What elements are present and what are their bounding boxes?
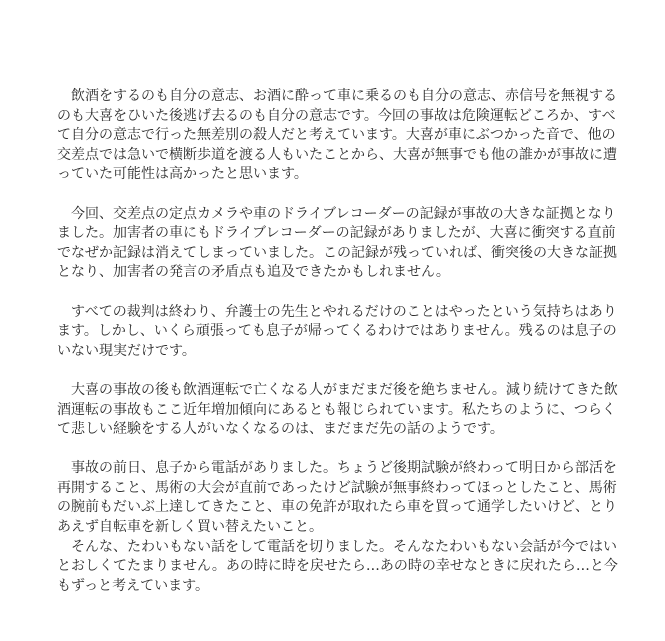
document-body bbox=[57, 87, 617, 596]
text-line: 飲酒をするのも自分の意志、お酒に酔って車に乗るのも自分の意志、赤信号を無視する bbox=[57, 88, 617, 104]
text-line: となり、加害者の発言の矛盾点も追及できたかもしれません。 bbox=[57, 264, 450, 281]
text-line: そんな、たわいもない話をして電話を切りました。そんなたわいもない会話が今ではい bbox=[57, 538, 617, 555]
text-line: て自分の意志で行った無差別の殺人だと考えています。大喜が車にぶつかった音で、他の bbox=[57, 127, 616, 144]
paragraph-drunk-driving-trend bbox=[57, 381, 617, 440]
text-line: 酒運転の事故もここ近年増加傾向にあるとも報じられています。私たちのように、つらく bbox=[57, 401, 616, 418]
text-line: でなぜか記録は消えてしまっていました。この記録が残っていれば、衝突後の大きな証拠 bbox=[57, 244, 617, 261]
paragraph-ending-reflection bbox=[57, 538, 617, 597]
text-line: っていた可能性は高かったと思います。 bbox=[57, 166, 308, 183]
text-line: 事故の前日、息子から電話がありました。ちょうど後期試験が終わって明日から部活を bbox=[57, 460, 617, 477]
text-line: ました。加害者の車にもドライブレコーダーの記録がありましたが、大喜に衝突する直前 bbox=[57, 225, 616, 242]
paragraph-drunk-driving-intent bbox=[57, 87, 617, 185]
paragraph-trials-ended bbox=[57, 303, 617, 362]
text-line: いない現実だけです。 bbox=[57, 342, 196, 359]
text-line: 大喜の事故の後も飲酒運転で亡くなる人がまだまだ後を絶ちません。減り続けてきた飲 bbox=[57, 381, 618, 398]
text-line: あえず自転車を新しく買い替えたいこと。 bbox=[57, 519, 323, 536]
text-line: 交差点では急いで横断歩道を渡る人もいたことから、大喜が無事でも他の誰かが事故に遭 bbox=[57, 146, 617, 163]
paragraph-drive-recorder-evidence bbox=[57, 205, 617, 283]
text-line: すべての裁判は終わり、弁護士の先生とやれるだけのことはやったという気持ちはあり bbox=[57, 303, 617, 320]
text-line: とおしくてたまりません。あの時に時を戻せたら…あの時の幸せなときに戻れたら…と今 bbox=[57, 558, 618, 575]
paragraph-last-phone-call bbox=[57, 459, 617, 537]
text-line: て悲しい経験をする人がいなくなるのは、まだまだ先の話のようです。 bbox=[57, 421, 504, 438]
text-line: 今回、交差点の定点カメラや車のドライブレコーダーの記録が事故の大きな証拠となり bbox=[57, 205, 616, 222]
text-line: のも大喜をひいた後逃げ去るのも自分の意志です。今回の事故は危険運転どころか、すべ bbox=[57, 107, 616, 124]
text-line: 再開すること、馬術の大会が直前であったけど試験が無事終わってほっとしたこと、馬術 bbox=[57, 479, 617, 496]
text-line: の腕前もだいぶ上達してきたこと、車の免許が取れたら車を買って通学したいけど、とり bbox=[57, 499, 617, 516]
text-line: もずっと考えています。 bbox=[57, 577, 210, 594]
text-line: ます。しかし、いくら頑張っても息子が帰ってくるわけではありません。残るのは息子の bbox=[57, 323, 617, 340]
